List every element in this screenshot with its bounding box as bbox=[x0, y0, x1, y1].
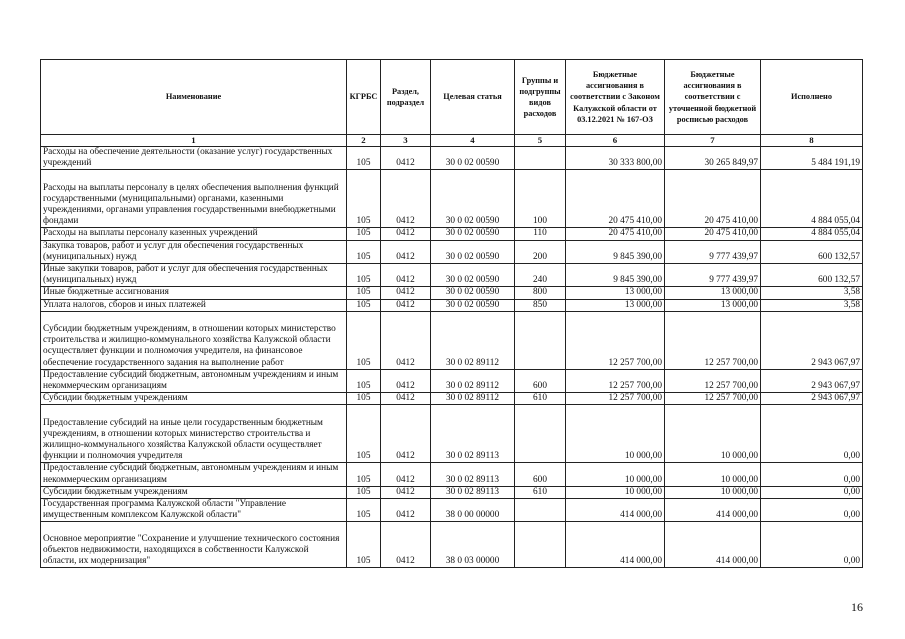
row-kgrbs: 105 bbox=[347, 393, 381, 405]
row-article: 30 0 02 89112 bbox=[431, 393, 515, 405]
row-vid bbox=[515, 147, 566, 170]
row-name: Предоставление субсидий бюджетным, автономным учреждениям и иным некоммерческим организациям bbox=[41, 369, 347, 392]
row-refined: 12 257 700,00 bbox=[665, 311, 761, 369]
row-razdel: 0412 bbox=[381, 170, 431, 228]
row-kgrbs: 105 bbox=[347, 147, 381, 170]
row-vid: 200 bbox=[515, 240, 566, 263]
row-refined: 20 475 410,00 bbox=[665, 170, 761, 228]
row-razdel: 0412 bbox=[381, 522, 431, 568]
row-executed: 0,00 bbox=[761, 499, 863, 522]
table-row bbox=[41, 170, 863, 228]
column-number-row bbox=[41, 135, 863, 147]
table-row bbox=[41, 287, 863, 299]
column-number: 3 bbox=[381, 135, 431, 147]
row-executed: 3,58 bbox=[761, 287, 863, 299]
row-vid bbox=[515, 311, 566, 369]
column-number: 6 bbox=[566, 135, 665, 147]
row-vid: 240 bbox=[515, 264, 566, 287]
column-number: 5 bbox=[515, 135, 566, 147]
column-number: 8 bbox=[761, 135, 863, 147]
row-refined: 9 777 439,97 bbox=[665, 264, 761, 287]
row-article: 30 0 02 00590 bbox=[431, 147, 515, 170]
header-refined: Бюджетные ассигнования в соответствии с уточненной бюджетной росписью расходов bbox=[665, 60, 761, 135]
table-row bbox=[41, 299, 863, 311]
row-article: 38 0 03 00000 bbox=[431, 522, 515, 568]
row-approved: 10 000,00 bbox=[566, 463, 665, 486]
row-razdel: 0412 bbox=[381, 393, 431, 405]
table-row bbox=[41, 147, 863, 170]
row-kgrbs: 105 bbox=[347, 522, 381, 568]
header-kgrbs: КГРБС bbox=[347, 60, 381, 135]
row-vid: 600 bbox=[515, 463, 566, 486]
table-body bbox=[41, 147, 863, 568]
row-executed: 4 884 055,04 bbox=[761, 170, 863, 228]
row-approved: 12 257 700,00 bbox=[566, 311, 665, 369]
row-refined: 414 000,00 bbox=[665, 499, 761, 522]
row-name: Уплата налогов, сборов и иных платежей bbox=[41, 299, 347, 311]
row-kgrbs: 105 bbox=[347, 311, 381, 369]
row-refined: 10 000,00 bbox=[665, 486, 761, 498]
table-row bbox=[41, 522, 863, 568]
table-row bbox=[41, 499, 863, 522]
row-name: Иные бюджетные ассигнования bbox=[41, 287, 347, 299]
row-executed: 0,00 bbox=[761, 522, 863, 568]
row-approved: 12 257 700,00 bbox=[566, 393, 665, 405]
row-name: Предоставление субсидий бюджетным, автономным учреждениям и иным некоммерческим организациям bbox=[41, 463, 347, 486]
row-razdel: 0412 bbox=[381, 147, 431, 170]
row-kgrbs: 105 bbox=[347, 463, 381, 486]
row-article: 30 0 02 00590 bbox=[431, 299, 515, 311]
row-kgrbs: 105 bbox=[347, 264, 381, 287]
table-row bbox=[41, 486, 863, 498]
row-razdel: 0412 bbox=[381, 463, 431, 486]
row-vid bbox=[515, 522, 566, 568]
row-article: 30 0 02 00590 bbox=[431, 240, 515, 263]
row-approved: 12 257 700,00 bbox=[566, 369, 665, 392]
row-executed: 600 132,57 bbox=[761, 240, 863, 263]
row-vid: 850 bbox=[515, 299, 566, 311]
row-name: Расходы на обеспечение деятельности (оказание услуг) государственных учреждений bbox=[41, 147, 347, 170]
row-name: Субсидии бюджетным учреждениям bbox=[41, 393, 347, 405]
row-vid: 110 bbox=[515, 228, 566, 240]
row-kgrbs: 105 bbox=[347, 369, 381, 392]
row-approved: 414 000,00 bbox=[566, 499, 665, 522]
row-refined: 30 265 849,97 bbox=[665, 147, 761, 170]
row-kgrbs: 105 bbox=[347, 405, 381, 463]
row-refined: 12 257 700,00 bbox=[665, 393, 761, 405]
row-refined: 414 000,00 bbox=[665, 522, 761, 568]
row-approved: 414 000,00 bbox=[566, 522, 665, 568]
row-article: 30 0 02 00590 bbox=[431, 264, 515, 287]
row-refined: 10 000,00 bbox=[665, 463, 761, 486]
row-vid bbox=[515, 499, 566, 522]
row-razdel: 0412 bbox=[381, 369, 431, 392]
row-article: 30 0 02 89113 bbox=[431, 463, 515, 486]
row-executed: 3,58 bbox=[761, 299, 863, 311]
header-vid: Группы и подгруппы видов расходов bbox=[515, 60, 566, 135]
budget-table bbox=[40, 59, 863, 568]
row-executed: 0,00 bbox=[761, 405, 863, 463]
row-executed: 2 943 067,97 bbox=[761, 311, 863, 369]
table-row bbox=[41, 240, 863, 263]
row-refined: 13 000,00 bbox=[665, 287, 761, 299]
row-article: 30 0 02 89112 bbox=[431, 311, 515, 369]
row-razdel: 0412 bbox=[381, 311, 431, 369]
table-row bbox=[41, 369, 863, 392]
row-refined: 9 777 439,97 bbox=[665, 240, 761, 263]
row-kgrbs: 105 bbox=[347, 240, 381, 263]
header-row bbox=[41, 60, 863, 135]
row-kgrbs: 105 bbox=[347, 299, 381, 311]
row-executed: 600 132,57 bbox=[761, 264, 863, 287]
header-approved: Бюджетные ассигнования в соответствии с Законом Калужской области от 03.12.2021 № 167-ОЗ bbox=[566, 60, 665, 135]
row-kgrbs: 105 bbox=[347, 287, 381, 299]
table-row bbox=[41, 393, 863, 405]
row-approved: 20 475 410,00 bbox=[566, 228, 665, 240]
row-approved: 13 000,00 bbox=[566, 287, 665, 299]
row-executed: 2 943 067,97 bbox=[761, 393, 863, 405]
row-name: Субсидии бюджетным учреждениям, в отношении которых министерство строительства и жилищно-коммунального хозяйства Калужской области осуществляет функции и полномочия учредителя, на финансовое обеспечение государственного задания на выполнение работ bbox=[41, 311, 347, 369]
row-article: 38 0 00 00000 bbox=[431, 499, 515, 522]
row-name: Основное мероприятие "Сохранение и улучшение технического состояния объектов недвижимости, находящихся в собственности Калужской области, их модернизация" bbox=[41, 522, 347, 568]
row-executed: 4 884 055,04 bbox=[761, 228, 863, 240]
row-kgrbs: 105 bbox=[347, 486, 381, 498]
row-kgrbs: 105 bbox=[347, 228, 381, 240]
row-name: Расходы на выплаты персоналу казенных учреждений bbox=[41, 228, 347, 240]
page-number: 16 bbox=[851, 600, 863, 614]
row-vid: 800 bbox=[515, 287, 566, 299]
row-approved: 9 845 390,00 bbox=[566, 240, 665, 263]
table-row bbox=[41, 311, 863, 369]
row-approved: 10 000,00 bbox=[566, 486, 665, 498]
row-name: Расходы на выплаты персоналу в целях обеспечения выполнения функций государственными (муниципальными) органами, казенными учреждениями, органами управления государственными внебюджетными фондами bbox=[41, 170, 347, 228]
table-row bbox=[41, 405, 863, 463]
row-article: 30 0 02 00590 bbox=[431, 287, 515, 299]
table-row bbox=[41, 463, 863, 486]
column-number: 2 bbox=[347, 135, 381, 147]
row-name: Закупка товаров, работ и услуг для обеспечения государственных (муниципальных) нужд bbox=[41, 240, 347, 263]
row-kgrbs: 105 bbox=[347, 499, 381, 522]
row-razdel: 0412 bbox=[381, 486, 431, 498]
header-article: Целевая статья bbox=[431, 60, 515, 135]
header-razdel: Раздел, подраздел bbox=[381, 60, 431, 135]
row-kgrbs: 105 bbox=[347, 170, 381, 228]
row-article: 30 0 02 89113 bbox=[431, 405, 515, 463]
row-name: Предоставление субсидий на иные цели государственным бюджетным учреждениям, в отношении которых министерство строительства и жилищно-коммунального хозяйства Калужской области осуществляет функции и полномочия учредителя bbox=[41, 405, 347, 463]
table-row bbox=[41, 228, 863, 240]
row-razdel: 0412 bbox=[381, 240, 431, 263]
row-vid: 100 bbox=[515, 170, 566, 228]
row-approved: 9 845 390,00 bbox=[566, 264, 665, 287]
header-name: Наименование bbox=[41, 60, 347, 135]
row-vid bbox=[515, 405, 566, 463]
row-refined: 20 475 410,00 bbox=[665, 228, 761, 240]
row-refined: 13 000,00 bbox=[665, 299, 761, 311]
row-name: Субсидии бюджетным учреждениям bbox=[41, 486, 347, 498]
row-razdel: 0412 bbox=[381, 405, 431, 463]
row-article: 30 0 02 89112 bbox=[431, 369, 515, 392]
row-razdel: 0412 bbox=[381, 228, 431, 240]
row-name: Иные закупки товаров, работ и услуг для обеспечения государственных (муниципальных) нужд bbox=[41, 264, 347, 287]
table-row bbox=[41, 264, 863, 287]
row-razdel: 0412 bbox=[381, 287, 431, 299]
row-refined: 10 000,00 bbox=[665, 405, 761, 463]
row-executed: 0,00 bbox=[761, 463, 863, 486]
row-approved: 10 000,00 bbox=[566, 405, 665, 463]
row-executed: 0,00 bbox=[761, 486, 863, 498]
row-article: 30 0 02 00590 bbox=[431, 170, 515, 228]
column-number: 1 bbox=[41, 135, 347, 147]
row-article: 30 0 02 00590 bbox=[431, 228, 515, 240]
row-approved: 13 000,00 bbox=[566, 299, 665, 311]
row-razdel: 0412 bbox=[381, 499, 431, 522]
row-vid: 610 bbox=[515, 486, 566, 498]
row-executed: 2 943 067,97 bbox=[761, 369, 863, 392]
column-number: 4 bbox=[431, 135, 515, 147]
row-executed: 5 484 191,19 bbox=[761, 147, 863, 170]
row-razdel: 0412 bbox=[381, 264, 431, 287]
row-razdel: 0412 bbox=[381, 299, 431, 311]
row-vid: 600 bbox=[515, 369, 566, 392]
row-vid: 610 bbox=[515, 393, 566, 405]
column-number: 7 bbox=[665, 135, 761, 147]
row-approved: 20 475 410,00 bbox=[566, 170, 665, 228]
header-executed: Исполнено bbox=[761, 60, 863, 135]
row-refined: 12 257 700,00 bbox=[665, 369, 761, 392]
row-name: Государственная программа Калужской области "Управление имущественным комплексом Калужской области" bbox=[41, 499, 347, 522]
row-article: 30 0 02 89113 bbox=[431, 486, 515, 498]
row-approved: 30 333 800,00 bbox=[566, 147, 665, 170]
